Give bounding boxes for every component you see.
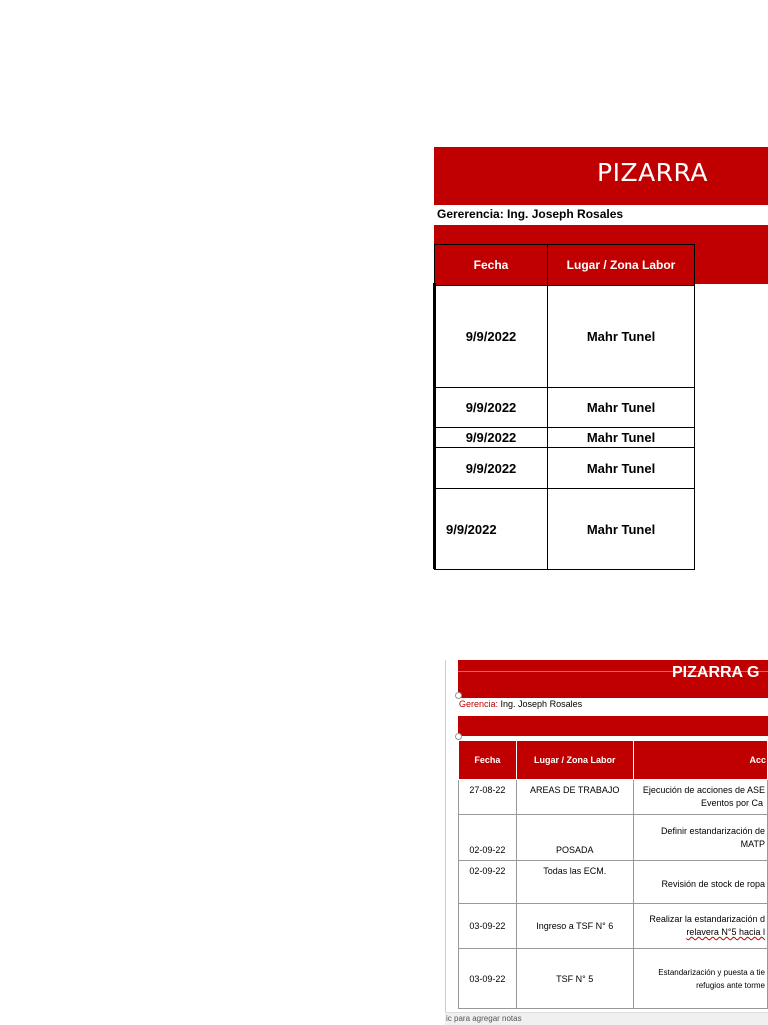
cell-fecha: 9/9/2022 bbox=[435, 286, 548, 388]
table-row bbox=[459, 861, 768, 904]
cell-lugar: Mahr Tunel bbox=[548, 448, 695, 489]
slide2-manager[interactable] bbox=[459, 699, 582, 709]
cell-fecha: 02-09-22 bbox=[459, 861, 517, 904]
table-row bbox=[459, 949, 768, 1009]
table-row bbox=[435, 428, 695, 448]
col-acciones: Acc bbox=[633, 741, 767, 780]
col-fecha: Fecha bbox=[459, 741, 517, 780]
cell-fecha: 27-08-22 bbox=[459, 780, 517, 815]
accion-line: MATP bbox=[740, 838, 765, 849]
cell-lugar: Mahr Tunel bbox=[548, 286, 695, 388]
resize-handle[interactable] bbox=[455, 692, 462, 699]
slide1-table[interactable] bbox=[434, 244, 695, 570]
accion-line: Definir estandarización de bbox=[660, 825, 765, 836]
cell-lugar: Mahr Tunel bbox=[548, 388, 695, 428]
accion-line: Eventos por Ca bbox=[700, 798, 763, 808]
cell-lugar: Mahr Tunel bbox=[548, 428, 695, 448]
cell-lugar: TSF N° 5 bbox=[516, 949, 633, 1009]
slide-panel-divider bbox=[445, 660, 446, 1012]
cell-accion bbox=[633, 780, 767, 815]
cell-lugar: AREAS DE TRABAJO bbox=[516, 780, 633, 815]
accion-line: refugios ante torme bbox=[696, 980, 765, 990]
accion-line: Realizar la estandarización d bbox=[649, 914, 765, 924]
cell-accion bbox=[633, 949, 767, 1009]
notes-placeholder[interactable]: ic para agregar notas bbox=[446, 1014, 522, 1023]
slide1-title[interactable]: PIZARRA bbox=[597, 158, 709, 187]
slide2-header-band bbox=[458, 716, 768, 736]
accion-line: relavera N°5 hacia l bbox=[686, 927, 765, 937]
cell-accion bbox=[633, 904, 767, 949]
cell-fecha: 03-09-22 bbox=[459, 949, 517, 1009]
cell-lugar: Mahr Tunel bbox=[548, 489, 695, 570]
cell-lugar: Ingreso a TSF N° 6 bbox=[516, 904, 633, 949]
col-lugar: Lugar / Zona Labor bbox=[548, 245, 695, 286]
table-row bbox=[435, 388, 695, 428]
table-row bbox=[435, 286, 695, 388]
table-row bbox=[435, 489, 695, 570]
table-row bbox=[435, 448, 695, 489]
cell-fecha: 9/9/2022 bbox=[435, 388, 548, 428]
cell-accion bbox=[633, 861, 767, 904]
cell-fecha: 02-09-22 bbox=[459, 815, 517, 861]
slide2-manager-name: Ing. Joseph Rosales bbox=[498, 699, 583, 709]
slide2-table[interactable] bbox=[458, 740, 768, 1009]
slide2-manager-label: Gerencia: bbox=[459, 699, 499, 709]
slide1-table-border bbox=[433, 283, 436, 569]
cell-fecha: 9/9/2022 bbox=[435, 489, 548, 570]
col-fecha: Fecha bbox=[435, 245, 548, 286]
accion-line: Revisión de stock de ropa bbox=[661, 879, 765, 889]
cell-lugar: POSADA bbox=[516, 815, 633, 861]
resize-handle[interactable] bbox=[455, 733, 462, 740]
table-row bbox=[459, 780, 768, 815]
cell-fecha: 9/9/2022 bbox=[435, 428, 548, 448]
col-lugar: Lugar / Zona Labor bbox=[516, 741, 633, 780]
cell-accion bbox=[633, 815, 767, 861]
cell-fecha: 9/9/2022 bbox=[435, 448, 548, 489]
slide1-manager[interactable]: Gererencia: Ing. Joseph Rosales bbox=[437, 207, 624, 221]
slide2-title[interactable]: PIZARRA G bbox=[672, 664, 760, 681]
accion-line: Ejecución de acciones de ASE bbox=[642, 785, 765, 795]
table-row bbox=[459, 904, 768, 949]
cell-lugar: Todas las ECM. bbox=[516, 861, 633, 904]
accion-line: Estandarización y puesta a tie bbox=[658, 967, 765, 977]
cell-fecha: 03-09-22 bbox=[459, 904, 517, 949]
table-row bbox=[459, 815, 768, 861]
